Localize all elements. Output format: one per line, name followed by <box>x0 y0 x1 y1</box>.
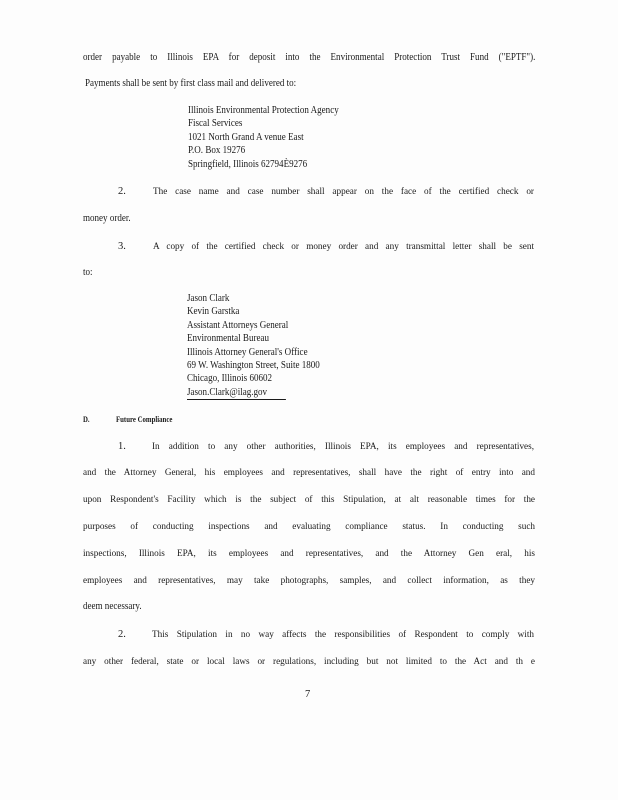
section-letter: D. <box>83 414 90 424</box>
body-line: to: <box>83 267 93 278</box>
address-block-epa <box>188 104 339 171</box>
item-number: 3. <box>118 241 126 252</box>
body-line: The case name and case number shall appear on the face of the certified check or <box>153 186 534 196</box>
body-line: order payable to Illinois EPA for deposit into the Environmental Protection Trust Fund ("EPTF"). <box>83 52 536 63</box>
address-line: 69 W. Washington Street, Suite 1800 <box>187 359 320 371</box>
body-line: A copy of the certified check or money order and any transmittal letter shall be sent <box>153 241 534 251</box>
body-line: purposes of conducting inspections and evaluating compliance status. In conducting such <box>83 521 535 531</box>
item-number: 2. <box>118 629 126 640</box>
item-number: 1. <box>118 441 126 452</box>
body-line: Payments shall be sent by first class mail and delivered to: <box>85 78 297 89</box>
address-line: Illinois Attorney General's Office <box>187 346 308 358</box>
address-line: P.O. Box 19276 <box>188 145 246 157</box>
body-line: In addition to any other authorities, Illinois EPA, its employees and representatives, <box>152 441 534 451</box>
body-line: and the Attorney General, his employees and representatives, shall have the right of entry into and <box>83 467 535 477</box>
address-line: Jason Clark <box>187 293 230 304</box>
address-line: Environmental Bureau <box>187 333 270 345</box>
address-line: 1021 North Grand A venue East <box>188 131 304 143</box>
address-line: Fiscal Services <box>188 118 243 130</box>
item-number: 2. <box>118 186 126 197</box>
body-line: inspections, Illinois EPA, its employees and representatives, and the Attorney Gen eral, his <box>83 548 535 558</box>
address-line: Kevin Garstka <box>187 306 240 318</box>
body-line: upon Respondent's Facility which is the subject of this Stipulation, at alt reasonable times for the <box>83 494 535 504</box>
body-line: money order. <box>83 213 131 224</box>
section-heading: Future Compliance <box>116 414 173 424</box>
body-line: deem necessary. <box>83 601 142 612</box>
email-link[interactable]: Jason.Clark@ilag.gov <box>187 386 286 400</box>
address-line: Chicago, Illinois 60602 <box>187 373 273 385</box>
address-line: Springfield, Illinois 62794È9276 <box>188 158 308 170</box>
page-number: 7 <box>305 689 311 700</box>
body-line: any other federal, state or local laws or regulations, including but not limited to the Act and th e <box>83 656 535 666</box>
body-line: This Stipulation in no way affects the responsibilities of Respondent to comply with <box>152 629 534 639</box>
address-line: Assistant Attorneys General <box>187 319 289 331</box>
address-line: Illinois Environmental Protection Agency <box>188 105 339 116</box>
address-block-ag <box>187 292 320 399</box>
body-line: employees and representatives, may take photographs, samples, and collect information, as they <box>83 575 535 585</box>
